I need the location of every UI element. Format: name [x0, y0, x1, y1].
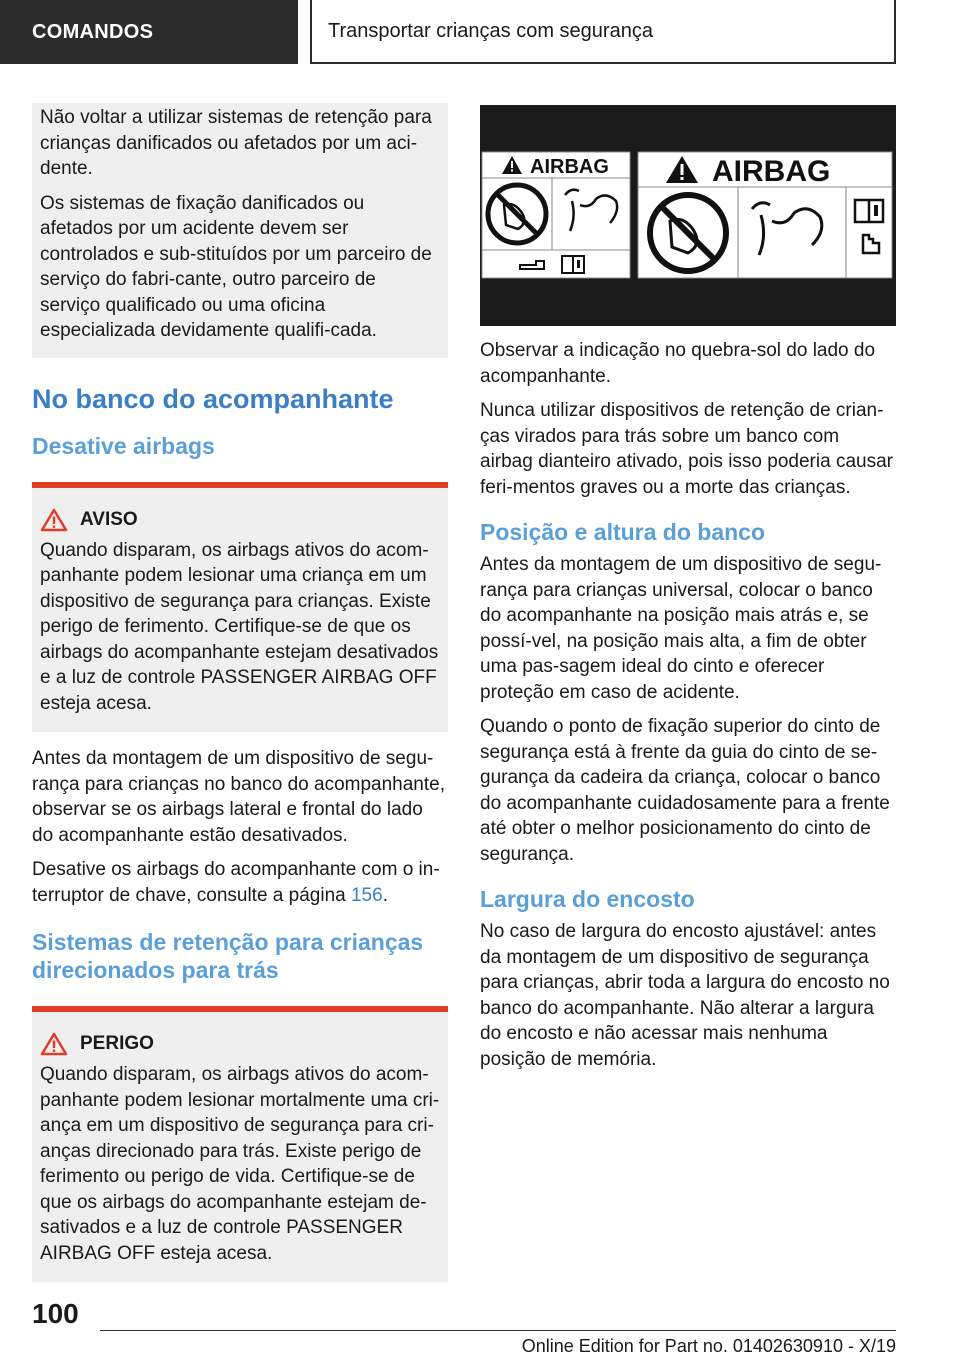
warning-triangle-icon: [40, 1032, 68, 1056]
body-paragraph: Quando o ponto de fixação superior do cinto de segurança está à frente da guia do cinto de se-gurança da cadeira da criança, colocar o banco do acompanhante cuidadosamente para a frente até obter o melhor posicionamento do cinto de segurança.: [480, 716, 890, 865]
large-airbag-text: AIRBAG: [712, 155, 831, 188]
warning-title: [40, 508, 440, 532]
body-paragraph: [32, 857, 448, 908]
body-paragraph: Observar a indicação no quebra-sol do lado do acompanhante.: [480, 340, 876, 387]
warning-label: PERIGO: [80, 1033, 154, 1054]
section-tab: COMANDOS: [0, 0, 298, 64]
warning-box-aviso: [32, 482, 448, 733]
body-text: Desative os airbags do acompanhante com o in-terruptor de chave, consulte a página: [32, 859, 440, 906]
note-paragraph: Os sistemas de fixação danificados ou afetados por um acidente devem ser controlados e sub-stituídos por um parceiro de serviço do fabri-cante, outro parceiro de serviço qualificado ou uma oficina especializada devidamente qualifi-cada.: [40, 192, 432, 341]
section-heading: No banco do acompanhante: [32, 383, 394, 414]
note-box: [32, 103, 448, 358]
footer-divider: [100, 1330, 896, 1331]
page-link[interactable]: 156: [350, 884, 383, 906]
subsection-heading: Largura do encosto: [480, 886, 695, 912]
body-paragraph: Antes da montagem de um dispositivo de segu-rança para crianças no banco do acompanhante, observar se os airbags lateral e frontal do lado do acompanhante estão desativados.: [32, 748, 445, 846]
edition-info: Online Edition for Part no. 01402630910 - X/19: [521, 1336, 896, 1356]
warning-text: Quando disparam, os airbags ativos do acom-panhante podem lesionar uma criança em um dispositivo de segurança para crianças. Existe perigo de ferimento. Certifique-se de que os airbags do acompanhante estejam desativados e a luz de controle PASSENGER AIRBAG OFF esteja acesa.: [40, 539, 439, 714]
body-text: .: [382, 884, 388, 906]
right-column: [480, 105, 896, 1081]
body-paragraph: No caso de largura do encosto ajustável: antes da montagem de um dispositivo de segurança para crianças, abrir toda a largura do encosto no banco do acompanhante. Não alterar a largura do encosto e não acessar mais nenhuma posição de memória.: [480, 921, 890, 1070]
page-number: 100: [32, 1298, 79, 1329]
subsection-heading: Desative airbags: [32, 432, 215, 459]
warning-text: Quando disparam, os airbags ativos do acom-panhante podem lesionar mortalmente uma cri-ança em um dispositivo de segurança para cri-anças direcionado para trás. Existe perigo de ferimento ou perigo de vida. Certifique-se de que os airbags do acompanhante estejam de-sativados e a luz de controle PASSENGER AIRBAG OFF esteja acesa.: [40, 1064, 440, 1264]
body-paragraph: Nunca utilizar dispositivos de retenção de crian-ças virados para trás sobre um banco com airbag dianteiro ativado, pois isso poderia causar feri-mentos graves ou a morte das crianças.: [480, 400, 893, 498]
warning-triangle-icon: [40, 508, 68, 532]
left-column: [32, 103, 448, 1282]
subsection-heading: Sistemas de retenção para crianças direcionados para trás: [32, 929, 424, 983]
subsection-heading: Posição e altura do banco: [480, 519, 766, 545]
topic-title: Transportar crianças com segurança: [310, 0, 896, 64]
body-paragraph: Antes da montagem de um dispositivo de segu-rança para crianças universal, colocar o banco do acompanhante na posição mais atrás e, se possí-vel, na posição mais alta, a fim de obter uma pas-sagem ideal do cinto e oferecer proteção em caso de acidente.: [480, 554, 882, 703]
small-airbag-text: AIRBAG: [530, 156, 609, 178]
warning-label: AVISO: [80, 508, 138, 530]
warning-title: [40, 1032, 440, 1056]
page-header: [0, 0, 960, 66]
warning-box-perigo: [32, 1006, 448, 1282]
airbag-warning-labels-illustration: [480, 105, 896, 326]
airbag-label-figure: [480, 105, 896, 326]
note-paragraph: Não voltar a utilizar sistemas de retenção para crianças danificados ou afetados por um aci-dente.: [40, 107, 432, 179]
